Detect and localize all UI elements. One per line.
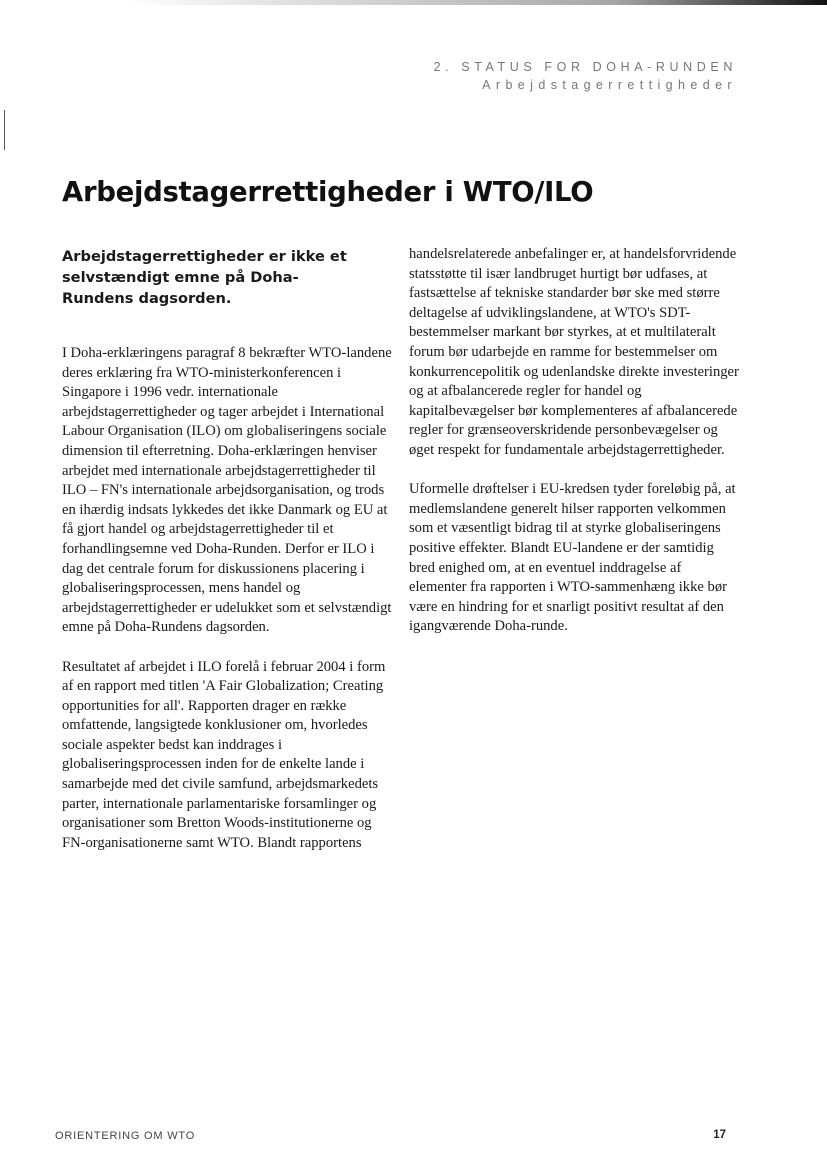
running-head-subsection: Arbejdstagerrettigheder	[482, 78, 737, 92]
scan-margin-mark	[4, 110, 5, 150]
left-column	[62, 344, 394, 873]
footer-page-number: 17	[713, 1129, 726, 1141]
right-column	[409, 245, 739, 656]
running-head-section: 2. STATUS FOR DOHA-RUNDEN	[433, 60, 737, 74]
body-paragraph: Uformelle drøftelser i EU-kredsen tyder foreløbig på, at medlemslandene generelt hilser rapporten velkommen som et væsentligt bidrag til at styrke globaliseringens positive effekter. Blandt EU-landene er der samtidig bred enighed om, at en eventuel inddragelse af elementer fra rapporten i WTO-sammenhæng ikke bør være en hindring for et snarligt positivt resultat af den igangværende Doha-runde.	[409, 481, 736, 635]
lead-paragraph: Arbejdstagerrettigheder er ikke et selvstændigt emne på Doha-Rundens dagsorden.	[62, 248, 347, 307]
page-title: Arbejdstagerrettigheder i WTO/ILO	[62, 176, 594, 208]
scan-edge-shadow	[120, 0, 827, 5]
running-head	[434, 60, 737, 92]
footer-publication: ORIENTERING OM WTO	[55, 1130, 196, 1142]
body-paragraph: handelsrelaterede anbefalinger er, at handelsforvridende statsstøtte til især landbruget hurtigt bør udfases, at fastsættelse af tekniske standarder bør ske med større deltagelse af udviklingslandene, at WTO's SDT-bestemmelser markant bør styrkes, at et multilateralt forum bør udarbejde en ramme for bestemmelser om konkurrencepolitik og udenlandske direkte investeringer og at afbalancerede regler for handel og kapitalbevægelser bør komplementeres af afbalancerede regler for grænseoverskridende personbevægelser og øget respekt for fundamentale arbejdstagerrettigheder.	[409, 246, 739, 458]
body-paragraph: I Doha-erklæringens paragraf 8 bekræfter WTO-landene deres erklæring fra WTO-ministerkonferencen i Singapore i 1996 vedr. internationale arbejdstagerrettigheder og tager arbejdet i International Labour Organisation (ILO) om globaliseringens sociale dimension til efterretning. Doha-erklæringen henviser arbejdet med internationale arbejdstagerrettigheder til ILO – FN's internationale arbejdsorganisation, og trods en ihærdig indsats lykkedes det ikke Danmark og EU at få gjort handel og arbejdstagerrettigheder til et forhandlingsemne ved Doha-Runden. Derfor er ILO i dag det centrale forum for diskussionens placering i globaliseringsprocessen, mens handel og arbejdstagerrettigheder er udelukket som et selvstændigt emne på Doha-Rundens dagsorden.	[62, 345, 392, 636]
body-paragraph: Resultatet af arbejdet i ILO forelå i februar 2004 i form af en rapport med titlen 'A Fair Globalization; Creating opportunities for all'. Rapporten drager en række omfattende, langsigtede konklusioner om, hvorledes sociale aspekter bedst kan inddrages i globaliseringsprocessen inden for de enkelte lande i samarbejde med det civile samfund, arbejdsmarkedets parter, internationale parlamentariske forsamlinger og organisationer som Bretton Woods-institutionerne og FN-organisationerne samt WTO. Blandt rapportens	[62, 658, 386, 851]
